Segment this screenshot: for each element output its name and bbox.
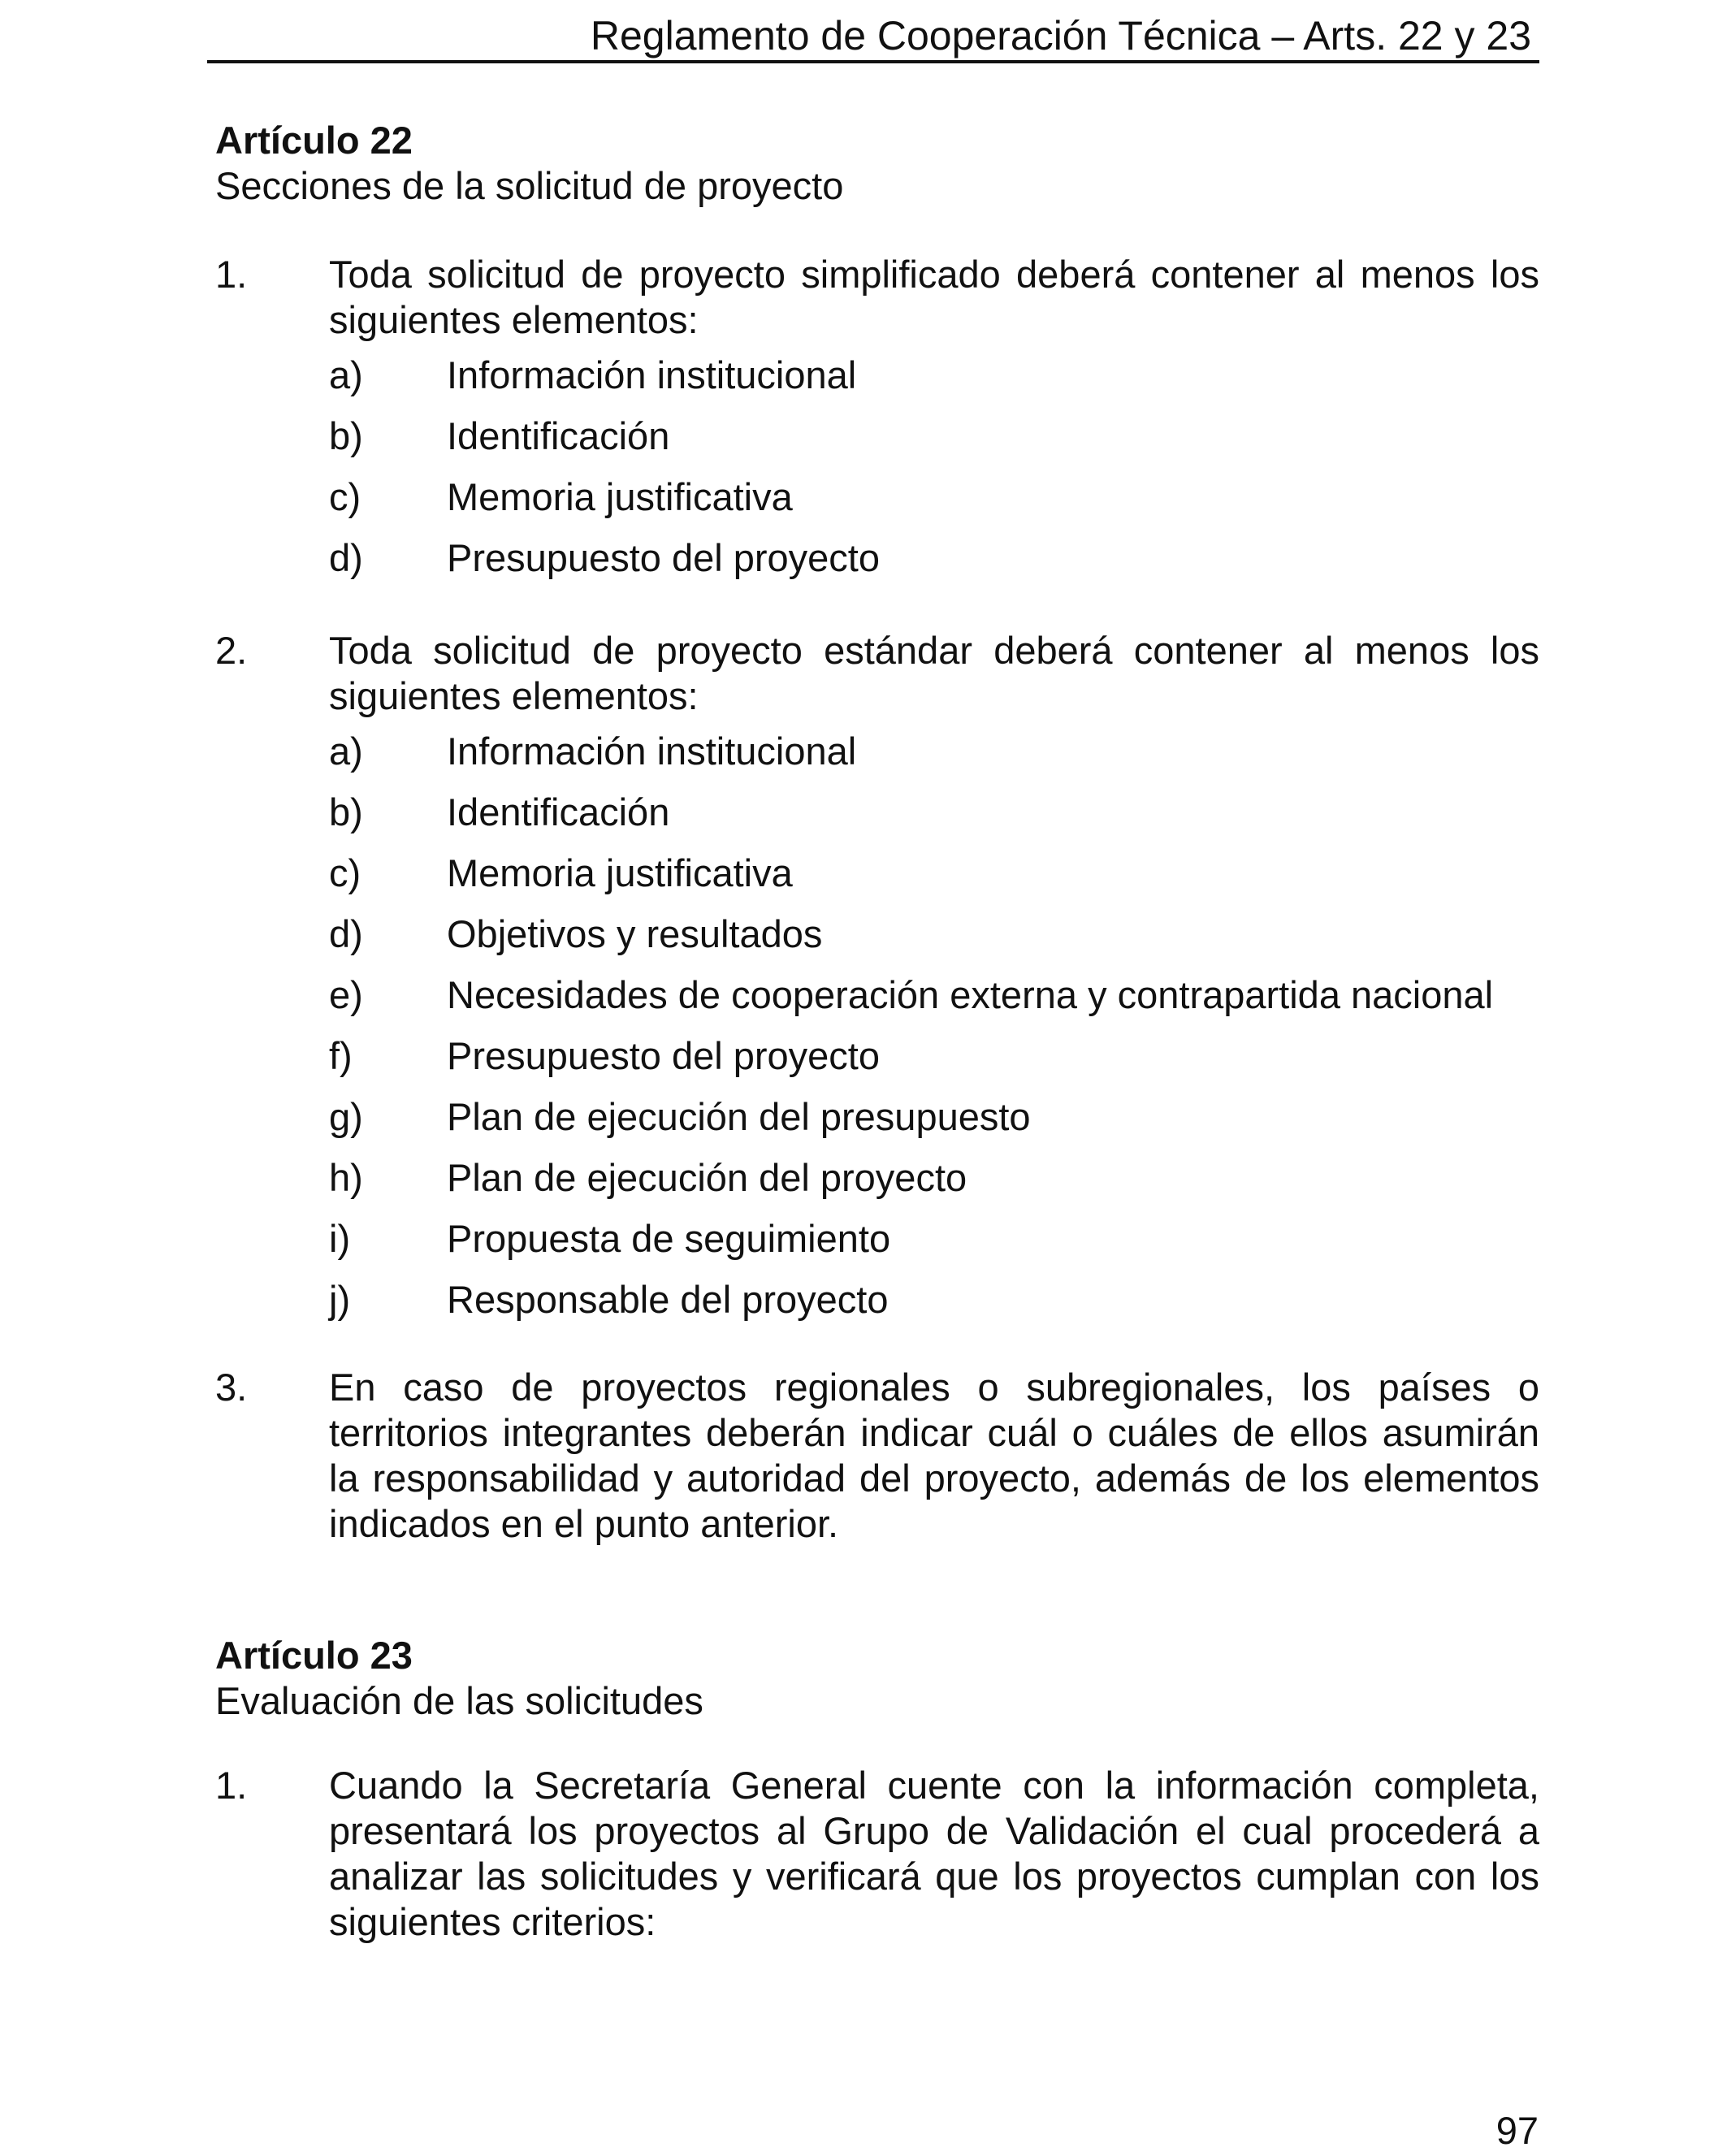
article-22-paragraph-3 xyxy=(215,1365,1539,1547)
article-22-paragraph-1 xyxy=(215,252,1539,596)
item-text: Memoria justificativa xyxy=(447,851,793,894)
item-letter: b) xyxy=(329,414,363,457)
list-item xyxy=(329,413,1539,474)
paragraph-number: 1. xyxy=(215,253,248,296)
item-text: Objetivos y resultados xyxy=(447,912,823,955)
list-item xyxy=(329,1216,1539,1277)
item-text: Información institucional xyxy=(447,353,857,396)
item-text: Identificación xyxy=(447,414,670,457)
list-item xyxy=(329,851,1539,911)
article-22-header xyxy=(215,118,1539,209)
item-text: Presupuesto del proyecto xyxy=(447,536,880,579)
list-item xyxy=(329,911,1539,972)
item-text: Identificación xyxy=(447,790,670,833)
article-subtitle: Evaluación de las solicitudes xyxy=(215,1679,703,1722)
paragraph-text: Toda solicitud de proyecto simplificado deberá contener al menos los siguientes elementos: xyxy=(329,253,1539,341)
item-text: Memoria justificativa xyxy=(447,475,793,518)
item-text: Propuesta de seguimiento xyxy=(447,1217,891,1260)
item-text: Presupuesto del proyecto xyxy=(447,1034,880,1077)
item-letter: f) xyxy=(329,1034,353,1077)
article-22-paragraph-2 xyxy=(215,628,1539,1338)
list-item xyxy=(329,474,1539,535)
item-letter: i) xyxy=(329,1217,351,1260)
paragraph-text: En caso de proyectos regionales o subregionales, los países o territorios integrantes deberán indicar cuál o cuáles de ellos asumirán la responsabilidad y autoridad del proyecto, además de los elementos indicados en el punto anterior. xyxy=(329,1366,1539,1545)
list-item xyxy=(329,535,1539,596)
running-header xyxy=(207,11,1539,63)
item-letter: a) xyxy=(329,353,363,396)
item-letter: g) xyxy=(329,1095,363,1138)
item-letter: a) xyxy=(329,729,363,773)
article-23-header xyxy=(215,1633,1539,1724)
item-letter: c) xyxy=(329,851,361,894)
paragraph-number: 3. xyxy=(215,1366,248,1409)
item-list xyxy=(329,729,1539,1338)
item-letter: h) xyxy=(329,1156,363,1199)
list-item xyxy=(329,1277,1539,1338)
article-subtitle: Secciones de la solicitud de proyecto xyxy=(215,164,844,207)
paragraph-number: 1. xyxy=(215,1764,248,1807)
item-letter: e) xyxy=(329,973,363,1016)
list-item xyxy=(329,729,1539,790)
item-list xyxy=(329,353,1539,596)
paragraph-number: 2. xyxy=(215,629,248,672)
list-item xyxy=(329,972,1539,1033)
item-text: Plan de ejecución del proyecto xyxy=(447,1156,967,1199)
article-heading: Artículo 23 xyxy=(215,1634,413,1677)
item-letter: d) xyxy=(329,912,363,955)
item-text: Responsable del proyecto xyxy=(447,1278,889,1321)
paragraph-text: Toda solicitud de proyecto estándar deberá contener al menos los siguientes elementos: xyxy=(329,629,1539,717)
list-item xyxy=(329,790,1539,851)
running-title: Reglamento de Cooperación Técnica – Arts. 22 y 23 xyxy=(590,13,1531,58)
item-letter: c) xyxy=(329,475,361,518)
item-letter: b) xyxy=(329,790,363,833)
item-text: Información institucional xyxy=(447,729,857,773)
item-text: Necesidades de cooperación externa y contrapartida nacional xyxy=(447,973,1494,1016)
article-23-paragraph-1 xyxy=(215,1763,1539,1945)
list-item xyxy=(329,1033,1539,1094)
list-item xyxy=(329,353,1539,413)
item-letter: d) xyxy=(329,536,363,579)
paragraph-text: Cuando la Secretaría General cuente con la información completa, presentará los proyectos al Grupo de Validación el cual procederá a analizar las solicitudes y verificará que los proyectos cumplan con los siguientes criterios: xyxy=(329,1764,1539,1943)
list-item xyxy=(329,1094,1539,1155)
item-letter: j) xyxy=(329,1278,351,1321)
item-text: Plan de ejecución del presupuesto xyxy=(447,1095,1031,1138)
page-number: 97 xyxy=(1495,2109,1539,2152)
article-heading: Artículo 22 xyxy=(215,119,413,162)
list-item xyxy=(329,1155,1539,1216)
